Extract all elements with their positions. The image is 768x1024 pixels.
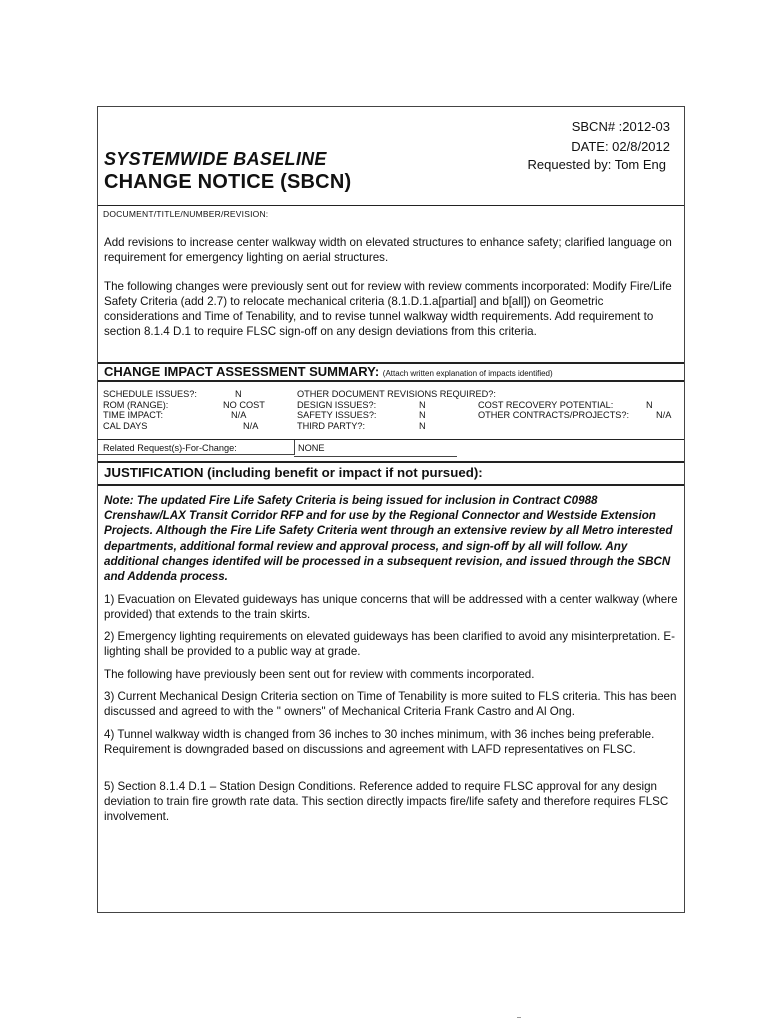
- impact-col-1: [103, 389, 293, 431]
- impact-row: ROM (RANGE): NO COST: [103, 399, 265, 410]
- scan-mark: [517, 1017, 521, 1018]
- description-para-1: Add revisions to increase center walkway width on elevated structures to enhance safety; clarified language on requirement for emergency lighting on aerial structures.: [104, 236, 672, 264]
- justification-item-5: 4) Tunnel walkway width is changed from 36 inches to 30 inches minimum, with 36 inches being preferable. Requirement is downgraded based on discussions and agreement with LAFD representatives on FLSC.: [104, 728, 655, 756]
- justification-note: Note: The updated Fire Life Safety Criteria is being issued for inclusion in Contract C0988 Crenshaw/LAX Transit Corridor RFP and for use by the Regional Connector and Westside Extension Projects. Although the Fire Life Safety Criteria went through an extensive review by all Metro interested departments, additional formal review and approval process, and sign-off by all will follow. Any additional changes identifed will be processed in a subsequent revision, and issued through the SBCN and Addenda process.: [104, 494, 673, 584]
- title-line1: SYSTEMWIDE BASELINE: [104, 149, 327, 169]
- document-label: DOCUMENT/TITLE/NUMBER/REVISION:: [103, 209, 269, 219]
- impact-row: DESIGN ISSUES?: N: [297, 399, 426, 410]
- impact-heading-note: (Attach written explanation of impacts identified): [382, 369, 553, 378]
- impact-row: CAL DAYS N/A: [103, 420, 259, 431]
- impact-heading-text: CHANGE IMPACT ASSESSMENT SUMMARY:: [104, 364, 380, 379]
- divider: [294, 456, 457, 457]
- justification-item-4: 3) Current Mechanical Design Criteria section on Time of Tenability is more suited to FLS criteria. This has been discussed and agreed to with the " owners" of Mechanical Criteria Frank Castro and Al Ong.: [104, 690, 677, 718]
- divider: [98, 205, 684, 206]
- justification-heading: JUSTIFICATION (including benefit or impact if not pursued):: [104, 465, 483, 480]
- impact-heading: [104, 364, 553, 379]
- impact-row: SCHEDULE ISSUES?: N: [103, 389, 242, 399]
- date: DATE: 02/8/2012: [571, 139, 670, 154]
- impact-row: OTHER CONTRACTS/PROJECTS?: N/A: [478, 410, 672, 420]
- impact-col-3: [478, 400, 683, 421]
- other-docs-required: OTHER DOCUMENT REVISIONS REQUIRED?:: [297, 389, 496, 399]
- requested-by: Requested by: Tom Eng: [527, 157, 666, 172]
- impact-row: SAFETY ISSUES?: N: [297, 410, 426, 420]
- justification-item-3: The following have previously been sent out for review with comments incorporated.: [104, 668, 535, 681]
- divider: [98, 484, 684, 486]
- related-request-label: Related Request(s)-For-Change:: [103, 443, 237, 453]
- divider: [98, 439, 684, 440]
- impact-row: COST RECOVERY POTENTIAL: N: [478, 399, 653, 410]
- justification-item-6: 5) Section 8.1.4 D.1 – Station Design Conditions. Reference added to require FLSC approval for any design deviation to train fire growth rate data. This section directly impacts fire/life safety and therefore requires FLSC involvement.: [104, 780, 669, 823]
- justification-item-2: 2) Emergency lighting requirements on elevated guideways has been clarified to avoid any misinterpretation. E-lighting shall be provided to a public way at grade.: [104, 630, 675, 658]
- title-line2: CHANGE NOTICE (SBCN): [104, 171, 352, 193]
- divider: [98, 380, 684, 382]
- divider: [98, 461, 684, 463]
- impact-col-2: [297, 389, 497, 431]
- impact-row: TIME IMPACT: N/A: [103, 410, 247, 420]
- change-notice-form: [97, 106, 685, 913]
- related-request-row: [103, 443, 325, 454]
- impact-row: THIRD PARTY?: N: [297, 420, 426, 431]
- divider: [98, 454, 294, 455]
- related-request-value: NONE: [298, 443, 325, 453]
- sbcn-number: SBCN# :2012-03: [571, 119, 670, 134]
- justification-item-1: 1) Evacuation on Elevated guideways has unique concerns that will be addressed with a center walkway (where provided) that extends to the train skirts.: [104, 593, 678, 621]
- description-para-2: The following changes were previously sent out for review with review comments incorporated: Modify Fire/Life Safety Criteria (add 2.7) to relocate mechanical criteria (8.1.D.1.a[partial] and b[all]) on Geometric considerations and Time of Tenability, and to revise tunnel walkway width requirements. Add requirement to section 8.1.4 D.1 to require FLSC sign-off on any design deviations from this criteria.: [104, 280, 672, 338]
- divider: [294, 440, 295, 455]
